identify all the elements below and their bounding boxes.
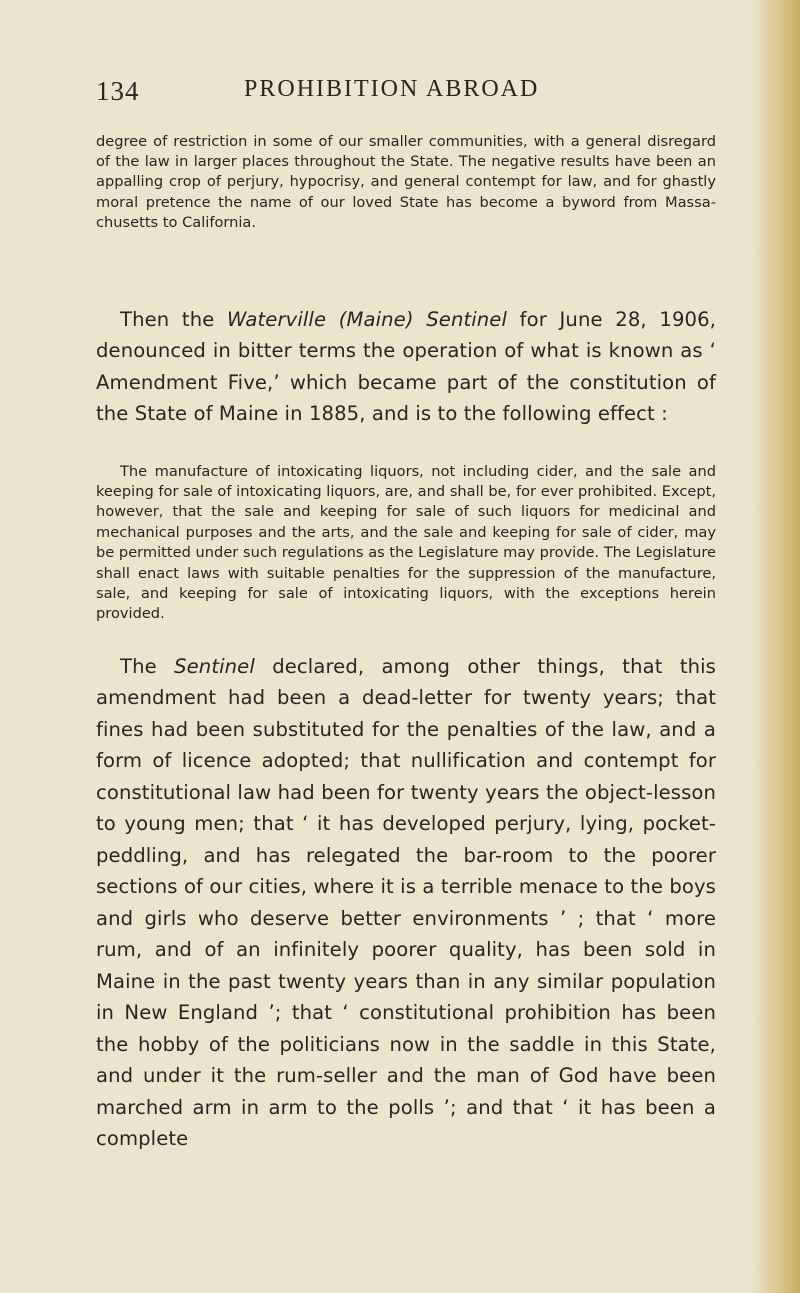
text-space xyxy=(414,308,427,331)
text-amendment-intro: for June 28, 1906, denounced in bitter terms the operation of what is known as ‘ Amendment Five,’ which became part of the constitution of the State of Maine in 1885, and is to the following effect : xyxy=(96,307,716,426)
text-declared: declared, among other things, that this amendment had been a dead-letter for twenty years; that fines had been substituted for the penalties of the law, and a form of licence adopted; that nullification and contempt for constitutional law had been for twenty years the object-lesson to young men; that ‘ it has developed perjury, lying, pocket-peddling, and has relegated the bar-room to the poorer sections of our cities, where it is a terrible menace to the boys and girls who deserve better environments ’ ; that ‘ more rum, and of an infinitely poorer quality, has been sold in Maine in the past twenty years than in any similar population in New England ’; that ‘ constitutional prohibition has been the hobby of the politicians now in the saddle in this State, and under it the rum-seller and the man of God have been marched arm in arm to the polls ’; and that ‘ it has been a complete xyxy=(96,654,716,1151)
page-edge-discoloration xyxy=(752,0,800,1293)
page-number: 134 xyxy=(96,76,140,106)
newspaper-name-2: Sentinel xyxy=(174,654,255,678)
paragraph-sentinel-declared xyxy=(96,651,716,1155)
text-then: Then the xyxy=(120,307,228,331)
amendment-quote: The manufacture of intoxicating liquors, not including cider, and the sale and keeping for sale of intoxicating liquors, are, and shall be, for ever prohibited. Except, however, that the sale and keeping for sale of such liquors for medicinal and mechanical purposes and the arts, and the sale and keeping for sale of cider, may be permitted under such regulations as the Legislature may provide. The Legislature shall enact laws with suitable penalties for the suppression of the manufacture, sale, and keeping for sale of intoxicating liquors, with the exceptions herein provided. xyxy=(96,462,716,623)
page-header xyxy=(96,76,716,116)
newspaper-state: (Maine) xyxy=(338,307,414,331)
paragraph-sentinel-intro xyxy=(96,304,716,430)
newspaper-town: Waterville xyxy=(227,307,327,331)
text-the: The xyxy=(120,654,175,678)
running-title: PROHIBITION ABROAD xyxy=(244,76,540,102)
paragraph-continuation: degree of restriction in some of our smaller communities, with a general disregard of the law in larger places throughout the State. The negative results have been an appalling crop of perjury, hypocrisy, and general contempt for law, and for ghastly moral pretence the name of our loved State has become a byword from Massachusetts to California. xyxy=(96,132,716,232)
newspaper-name: Sentinel xyxy=(426,307,508,331)
text-gap xyxy=(326,308,339,331)
